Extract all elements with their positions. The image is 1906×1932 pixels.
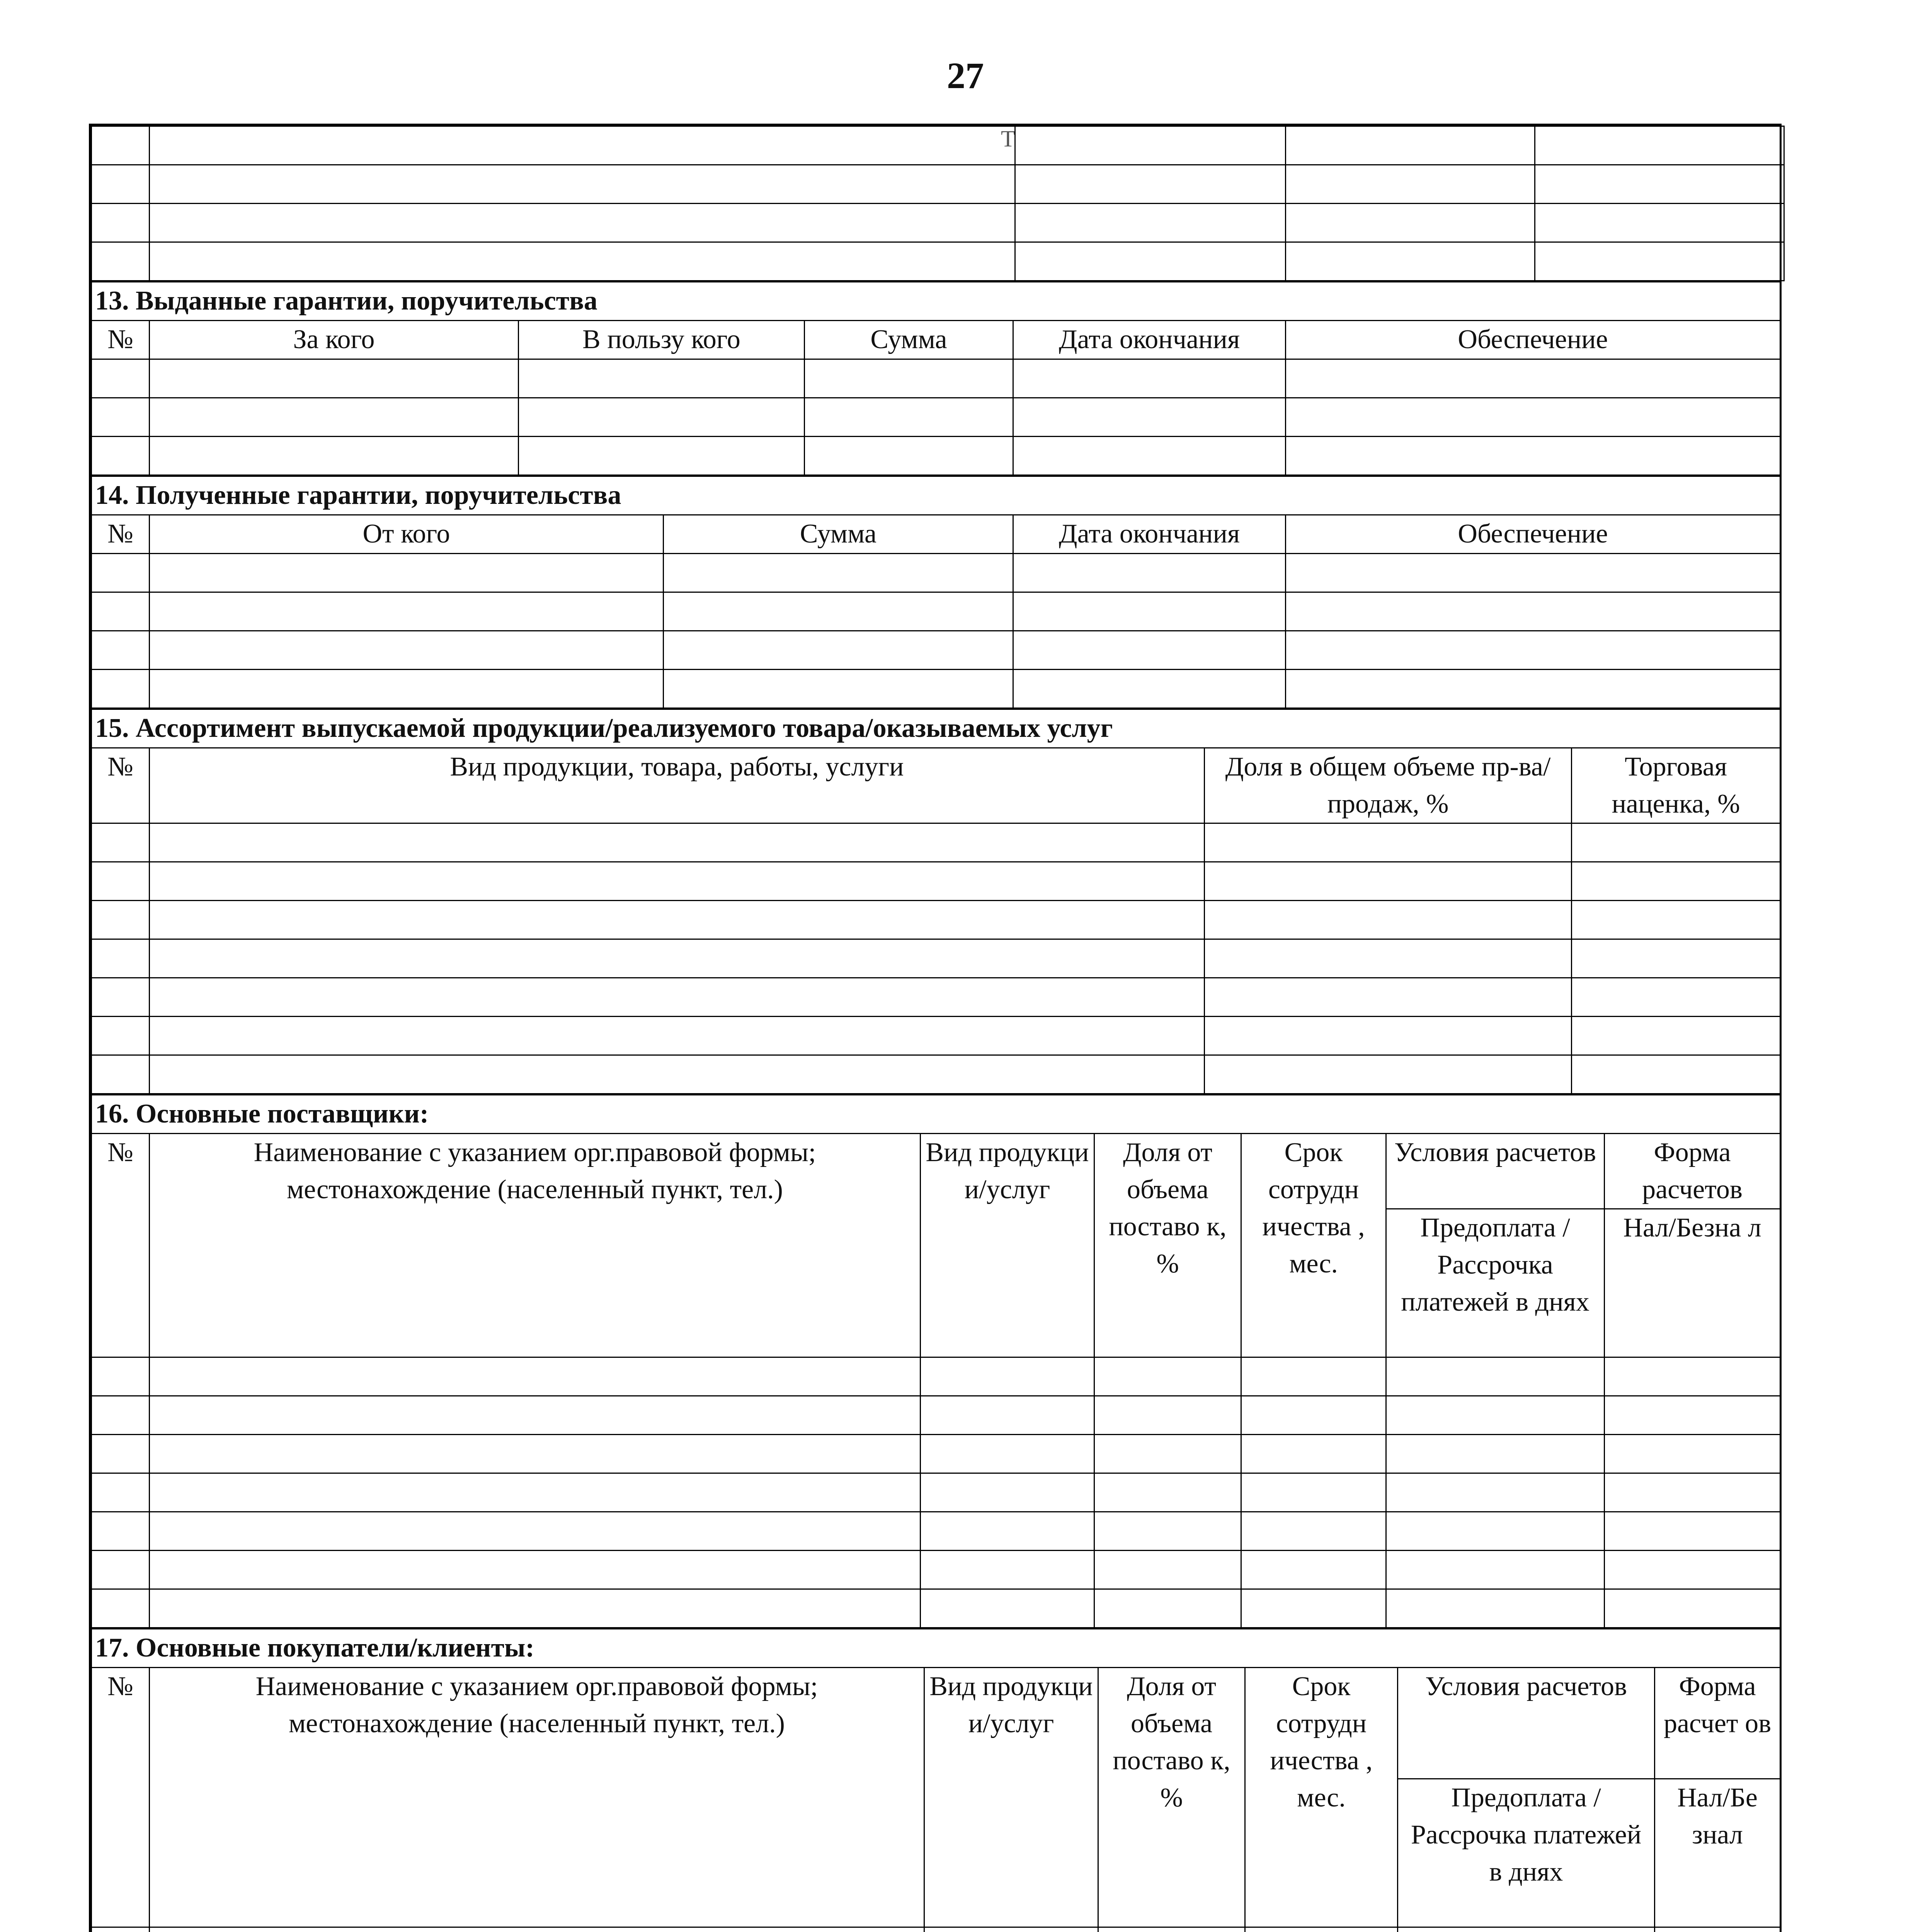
cell[interactable] [1286, 398, 1780, 437]
col-end-date: Дата окончания [1013, 515, 1286, 554]
cell[interactable] [1535, 165, 1784, 204]
cell[interactable] [150, 1473, 921, 1512]
cell[interactable] [921, 1435, 1094, 1473]
cell[interactable] [1286, 204, 1535, 242]
cell[interactable] [1572, 862, 1780, 901]
cell[interactable] [150, 1017, 1205, 1055]
cell[interactable] [92, 165, 150, 204]
cell[interactable] [150, 1357, 921, 1396]
cell[interactable] [664, 554, 1013, 592]
cell[interactable] [150, 862, 1205, 901]
cell[interactable] [1013, 631, 1286, 670]
cell[interactable] [150, 1435, 921, 1473]
cell[interactable] [150, 554, 664, 592]
cell[interactable] [92, 592, 150, 631]
cell[interactable] [150, 359, 519, 398]
cell[interactable] [1386, 1435, 1605, 1473]
cell[interactable] [1605, 1512, 1780, 1551]
cell[interactable] [1098, 1927, 1245, 1932]
cell[interactable] [150, 165, 1015, 204]
cell[interactable] [1094, 1512, 1241, 1551]
scan-mark: T [1001, 126, 1015, 151]
col-product-type: Вид продукции, товара, работы, услуги [150, 748, 1205, 823]
col-number: № [92, 748, 150, 823]
cell[interactable] [1286, 554, 1780, 592]
cell[interactable] [92, 1396, 150, 1435]
cell[interactable] [664, 592, 1013, 631]
cell[interactable] [150, 1396, 921, 1435]
cell[interactable] [92, 437, 150, 475]
cell[interactable] [150, 437, 519, 475]
cell[interactable] [1572, 1017, 1780, 1055]
cell[interactable] [92, 631, 150, 670]
cell[interactable] [1286, 242, 1535, 281]
section-14-table [91, 476, 1781, 709]
cell[interactable] [1572, 901, 1780, 939]
cell[interactable] [805, 398, 1013, 437]
cell[interactable] [1535, 126, 1784, 165]
cell[interactable] [92, 554, 150, 592]
cell[interactable] [1535, 204, 1784, 242]
questionnaire-form [89, 124, 1782, 1932]
cell[interactable] [1094, 1551, 1241, 1589]
cell[interactable] [1094, 1435, 1241, 1473]
section-14-title: 14. Полученные гарантии, поручительства [92, 476, 1780, 515]
section-15-table [91, 709, 1781, 1094]
cell[interactable] [1286, 126, 1535, 165]
cell[interactable] [1286, 359, 1780, 398]
cell[interactable] [1286, 165, 1535, 204]
col-cooperation-term: Срок сотрудн ичества , мес. [1241, 1134, 1386, 1357]
section-17-table [91, 1628, 1781, 1932]
cell[interactable] [92, 939, 150, 978]
cell[interactable] [1094, 1589, 1241, 1628]
cell[interactable] [1013, 398, 1286, 437]
col-share: Доля в общем объеме пр-ва/продаж, % [1205, 748, 1572, 823]
cell[interactable] [150, 939, 1205, 978]
cell[interactable] [92, 1927, 150, 1932]
cell[interactable] [1015, 204, 1286, 242]
cell[interactable] [150, 978, 1205, 1017]
cell[interactable] [92, 359, 150, 398]
cell[interactable] [921, 1473, 1094, 1512]
section-13-title: 13. Выданные гарантии, поручительства [92, 282, 1780, 321]
cell[interactable] [1286, 592, 1780, 631]
col-number: № [92, 1668, 150, 1927]
cell[interactable] [150, 126, 1015, 165]
cell[interactable] [1015, 242, 1286, 281]
page-number: 27 [947, 55, 984, 96]
cell[interactable] [1605, 1551, 1780, 1589]
col-payment-form: Форма расчетов [1605, 1134, 1780, 1209]
col-for-whom: За кого [150, 321, 519, 359]
col-product-type: Вид продукци и/услуг [921, 1134, 1094, 1357]
cell[interactable] [150, 1512, 921, 1551]
cell[interactable] [1605, 1435, 1780, 1473]
col-number: № [92, 515, 150, 554]
cell[interactable] [150, 1589, 921, 1628]
cell[interactable] [150, 204, 1015, 242]
cell[interactable] [1205, 1017, 1572, 1055]
section-16-table [91, 1094, 1781, 1628]
cell[interactable] [1241, 1435, 1386, 1473]
cell[interactable] [150, 631, 664, 670]
col-markup: Торговая наценка, % [1572, 748, 1780, 823]
section-13-table [91, 281, 1781, 476]
subcol-cash-noncash: Нал/Безна л [1605, 1209, 1780, 1357]
cell[interactable] [1205, 939, 1572, 978]
col-payment-form: Форма расчет ов [1655, 1668, 1780, 1779]
section-16-title: 16. Основные поставщики: [92, 1095, 1780, 1134]
col-amount: Сумма [664, 515, 1013, 554]
cell[interactable] [150, 242, 1015, 281]
col-supply-share: Доля от объема поставо к, % [1098, 1668, 1245, 1927]
cell[interactable] [150, 1055, 1205, 1094]
col-amount: Сумма [805, 321, 1013, 359]
cell[interactable] [805, 437, 1013, 475]
cell[interactable] [1205, 978, 1572, 1017]
cell[interactable] [92, 1017, 150, 1055]
col-collateral: Обеспечение [1286, 515, 1780, 554]
cell[interactable] [92, 1435, 150, 1473]
subcol-prepayment: Предоплата / Рассрочка платежей в днях [1398, 1779, 1655, 1927]
cell[interactable] [921, 1396, 1094, 1435]
cell[interactable] [92, 1551, 150, 1589]
cell[interactable] [1094, 1357, 1241, 1396]
cell[interactable] [1245, 1927, 1398, 1932]
cell[interactable] [92, 1055, 150, 1094]
cell[interactable] [519, 398, 805, 437]
cell[interactable] [1205, 901, 1572, 939]
cell[interactable] [150, 670, 664, 708]
cell[interactable] [1386, 1357, 1605, 1396]
cell[interactable] [150, 823, 1205, 862]
cell[interactable] [1013, 359, 1286, 398]
cell[interactable] [664, 670, 1013, 708]
cell[interactable] [1286, 631, 1780, 670]
cell[interactable] [92, 670, 150, 708]
cell[interactable] [150, 1927, 924, 1932]
cell[interactable] [1386, 1551, 1605, 1589]
cell[interactable] [150, 398, 519, 437]
col-collateral: Обеспечение [1286, 321, 1780, 359]
cell[interactable] [92, 126, 150, 165]
cell[interactable] [1572, 939, 1780, 978]
col-from-whom: От кого [150, 515, 664, 554]
col-supply-share: Доля от объема поставо к, % [1094, 1134, 1241, 1357]
cell[interactable] [1286, 670, 1780, 708]
col-supplier-name: Наименование с указанием орг.правовой формы; местонахождение (населенный пункт, тел.) [150, 1134, 921, 1357]
cell[interactable] [1605, 1357, 1780, 1396]
col-product-type: Вид продукци и/услуг [924, 1668, 1098, 1927]
cell[interactable] [150, 1551, 921, 1589]
col-number: № [92, 1134, 150, 1357]
subcol-prepayment: Предоплата / Рассрочка платежей в днях [1386, 1209, 1605, 1357]
cell[interactable] [1386, 1396, 1605, 1435]
cell[interactable] [1241, 1512, 1386, 1551]
cell[interactable] [92, 1512, 150, 1551]
col-end-date: Дата окончания [1013, 321, 1286, 359]
cell[interactable] [1605, 1473, 1780, 1512]
continuation-table [91, 126, 1785, 281]
cell[interactable] [1386, 1473, 1605, 1512]
cell[interactable] [1094, 1396, 1241, 1435]
cell[interactable] [1572, 823, 1780, 862]
cell[interactable] [1572, 1055, 1780, 1094]
cell[interactable] [519, 437, 805, 475]
cell[interactable] [1015, 126, 1286, 165]
cell[interactable] [1013, 670, 1286, 708]
cell[interactable] [1386, 1589, 1605, 1628]
cell[interactable] [1241, 1396, 1386, 1435]
col-client-name: Наименование с указанием орг.правовой формы; местонахождение (населенный пункт, тел.) [150, 1668, 924, 1927]
cell[interactable] [92, 1357, 150, 1396]
cell[interactable] [92, 978, 150, 1017]
subcol-cash-noncash: Нал/Бе знал [1655, 1779, 1780, 1927]
cell[interactable] [92, 204, 150, 242]
cell[interactable] [921, 1512, 1094, 1551]
cell[interactable] [921, 1589, 1094, 1628]
cell[interactable] [1572, 978, 1780, 1017]
cell[interactable] [1013, 592, 1286, 631]
cell[interactable] [1398, 1927, 1655, 1932]
cell[interactable] [1205, 823, 1572, 862]
col-cooperation-term: Срок сотрудн ичества , мес. [1245, 1668, 1398, 1927]
cell[interactable] [1015, 165, 1286, 204]
cell[interactable] [1241, 1473, 1386, 1512]
cell[interactable] [92, 398, 150, 437]
section-17-title: 17. Основные покупатели/клиенты: [92, 1629, 1780, 1668]
cell[interactable] [1605, 1396, 1780, 1435]
cell[interactable] [1013, 554, 1286, 592]
cell[interactable] [92, 1473, 150, 1512]
cell[interactable] [92, 862, 150, 901]
cell[interactable] [519, 359, 805, 398]
cell[interactable] [1013, 437, 1286, 475]
cell[interactable] [1286, 437, 1780, 475]
cell[interactable] [1386, 1512, 1605, 1551]
cell[interactable] [150, 592, 664, 631]
cell[interactable] [1535, 242, 1784, 281]
cell[interactable] [92, 823, 150, 862]
cell[interactable] [921, 1357, 1094, 1396]
cell[interactable] [924, 1927, 1098, 1932]
col-beneficiary: В пользу кого [519, 321, 805, 359]
col-number: № [92, 321, 150, 359]
cell[interactable] [92, 242, 150, 281]
section-15-title: 15. Ассортимент выпускаемой продукции/реализуемого товара/оказываемых услуг [92, 709, 1780, 748]
col-payment-terms: Условия расчетов [1398, 1668, 1655, 1779]
cell[interactable] [1205, 862, 1572, 901]
cell[interactable] [150, 901, 1205, 939]
cell[interactable] [921, 1551, 1094, 1589]
cell[interactable] [664, 631, 1013, 670]
cell[interactable] [1205, 1055, 1572, 1094]
cell[interactable] [1655, 1927, 1780, 1932]
cell[interactable] [805, 359, 1013, 398]
cell[interactable] [1241, 1551, 1386, 1589]
cell[interactable] [92, 901, 150, 939]
cell[interactable] [1241, 1589, 1386, 1628]
cell[interactable] [1094, 1473, 1241, 1512]
col-payment-terms: Условия расчетов [1386, 1134, 1605, 1209]
cell[interactable] [1241, 1357, 1386, 1396]
cell[interactable] [92, 1589, 150, 1628]
cell[interactable] [1605, 1589, 1780, 1628]
